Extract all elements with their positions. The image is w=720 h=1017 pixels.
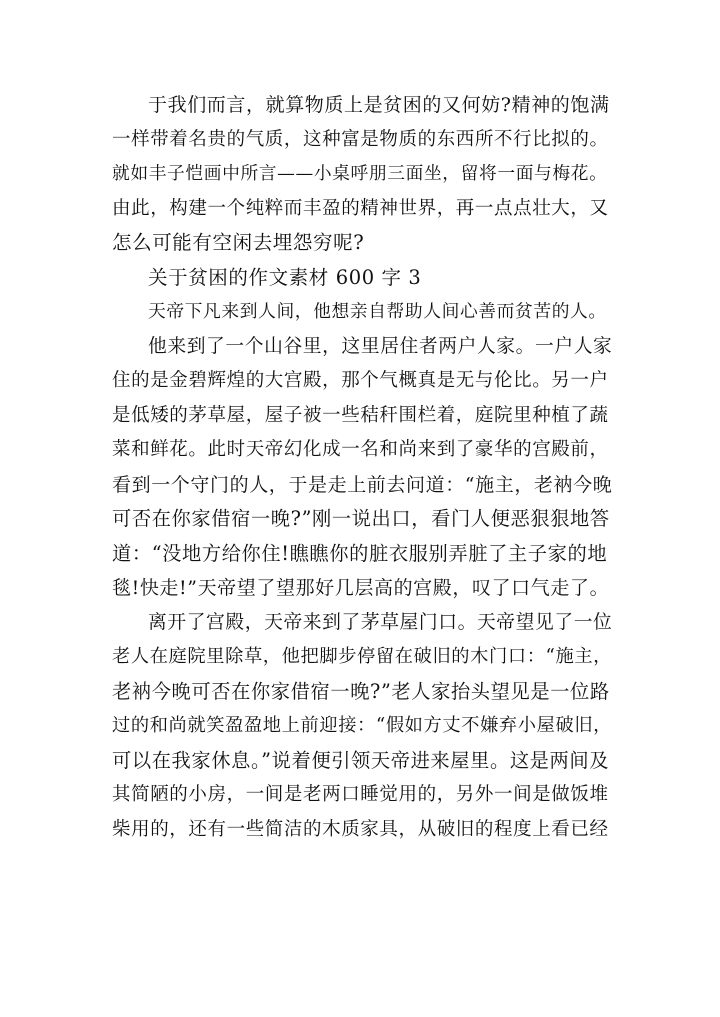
text-line: 就如丰子恺画中所言——小桌呼朋三面坐，留将一面与梅花。 (112, 164, 608, 184)
text-line: 由此，构建一个纯粹而丰盈的精神世界，再一点点壮大，又 (112, 197, 609, 219)
text-line: 菜和鲜花。此时天帝幻化成一名和尚来到了豪华的宫殿前， (112, 439, 609, 460)
text-line: 老衲今晚可否在你家借宿一晚?”老人家抬头望见是一位路 (112, 679, 610, 703)
text-line: 过的和尚就笑盈盈地上前迎接：“假如方丈不嫌弃小屋破旧， (112, 715, 613, 736)
text-line: 可以在我家休息。”说着便引领天帝进来屋里。这是两间及 (112, 748, 610, 772)
text-line: 于我们而言，就算物质上是贫困的又何妨?精神的饱满 (148, 94, 610, 116)
text-line: 他来到了一个山谷里，这里居住者两户人家。一户人家 (148, 335, 613, 357)
section-heading: 关于贫困的作文素材 600 字 3 (148, 265, 422, 289)
text-line: 是低矮的茅草屋，屋子被一些秸秆围栏着，庭院里种植了蔬 (112, 404, 609, 426)
document-body (112, 88, 612, 847)
text-line: 其简陋的小房，一间是老两口睡觉用的，另外一间是做饭堆 (112, 784, 609, 805)
text-line: 柴用的，还有一些简洁的木质家具，从破旧的程度上看已经 (112, 818, 609, 840)
text-line: 毯!快走!”天帝望了望那好几层高的宫殿，叹了口气走了。 (112, 577, 610, 599)
text-line: 怎么可能有空闲去埋怨穷呢? (112, 231, 365, 254)
text-line: 一样带着名贵的气质，这种富是物质的东西所不行比拟的。 (112, 128, 609, 150)
text-line: 天帝下凡来到人间，他想亲自帮助人间心善而贫苦的人。 (148, 302, 607, 322)
text-line: 离开了宫殿，天帝来到了茅草屋门口。天帝望见了一位 (148, 611, 613, 633)
text-line: 看到一个守门的人，于是走上前去问道：“施主，老衲今晚 (112, 473, 613, 496)
text-line: 道：“没地方给你住!瞧瞧你的脏衣服别弄脏了主子家的地 (112, 541, 608, 565)
text-line: 老人在庭院里除草，他把脚步停留在破旧的木门口：“施主， (112, 646, 613, 667)
text-line: 可否在你家借宿一晚?”刚一说出口，看门人便恶狠狠地答 (112, 507, 610, 530)
text-line: 住的是金碧辉煌的大宫殿，那个气概真是无与伦比。另一户 (112, 370, 609, 391)
